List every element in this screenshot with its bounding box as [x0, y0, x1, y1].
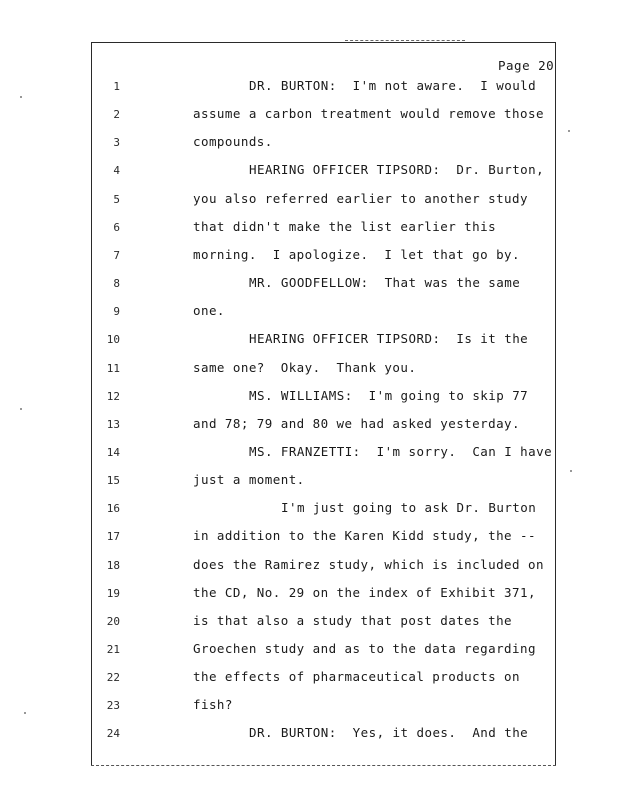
transcript-line — [0, 472, 618, 492]
line-number: 13 — [106, 417, 120, 431]
transcript-line — [0, 247, 618, 267]
transcript-line — [0, 331, 618, 351]
transcript-line — [0, 500, 618, 520]
line-text: in addition to the Karen Kidd study, the -- — [193, 528, 536, 544]
scan-speck — [20, 96, 22, 98]
line-number: 16 — [106, 502, 120, 516]
line-number: 5 — [113, 192, 120, 206]
line-text: same one? Okay. Thank you. — [193, 359, 417, 375]
line-number: 14 — [106, 445, 120, 459]
page-number: Page 20 — [498, 58, 555, 73]
scan-speck — [20, 408, 22, 410]
transcript-line — [0, 191, 618, 211]
transcript-line — [0, 557, 618, 577]
transcript-line — [0, 725, 618, 745]
transcript-line — [0, 641, 618, 661]
line-text: DR. BURTON: Yes, it does. And the — [249, 725, 529, 741]
line-number: 3 — [113, 136, 120, 150]
line-number: 22 — [106, 671, 120, 685]
line-number: 23 — [106, 699, 120, 713]
line-text: just a moment. — [193, 472, 305, 488]
line-text: DR. BURTON: I'm not aware. I would — [249, 78, 537, 93]
line-text: Groechen study and as to the data regarding — [193, 641, 536, 656]
line-number: 7 — [113, 248, 120, 262]
line-number: 2 — [113, 108, 120, 122]
scan-artifact-top — [345, 40, 465, 41]
transcript-line — [0, 78, 618, 98]
line-text: the CD, No. 29 on the index of Exhibit 371, — [193, 584, 536, 600]
transcript-line — [0, 528, 618, 548]
line-text: that didn't make the list earlier this — [193, 218, 497, 234]
line-text: MS. WILLIAMS: I'm going to skip 77 — [249, 387, 529, 403]
line-text: HEARING OFFICER TIPSORD: Dr. Burton, — [249, 162, 545, 178]
transcript-line — [0, 585, 618, 605]
line-text: MS. FRANZETTI: I'm sorry. Can I have — [249, 443, 553, 459]
line-text: compounds. — [193, 134, 273, 150]
line-number: 17 — [106, 530, 120, 544]
line-text: you also referred earlier to another study — [193, 190, 528, 206]
line-number: 10 — [106, 333, 120, 347]
scan-speck — [568, 130, 570, 132]
transcript-line — [0, 444, 618, 464]
transcript-line — [0, 162, 618, 182]
line-number: 18 — [106, 558, 120, 572]
transcript-line — [0, 697, 618, 717]
line-number: 24 — [106, 727, 120, 741]
transcript-line — [0, 613, 618, 633]
line-text: one. — [193, 303, 225, 319]
line-number: 12 — [106, 389, 120, 403]
line-number: 11 — [106, 361, 120, 375]
line-number: 6 — [113, 220, 120, 234]
transcript-line — [0, 388, 618, 408]
line-text: is that also a study that post dates the — [193, 612, 513, 628]
transcript-line — [0, 303, 618, 323]
line-number: 20 — [106, 614, 120, 628]
line-text: MR. GOODFELLOW: That was the same — [249, 275, 521, 291]
transcript-line — [0, 106, 618, 126]
transcript-line — [0, 669, 618, 689]
line-number: 9 — [113, 305, 120, 319]
scan-speck — [24, 712, 26, 714]
line-text: HEARING OFFICER TIPSORD: Is it the — [249, 331, 529, 347]
line-number: 15 — [106, 474, 120, 488]
line-text: fish? — [193, 697, 233, 713]
line-number: 4 — [113, 164, 120, 178]
line-text: I'm just going to ask Dr. Burton — [281, 500, 537, 516]
line-text: the effects of pharmaceutical products on — [193, 669, 521, 685]
transcript-line — [0, 416, 618, 436]
transcript-line — [0, 219, 618, 239]
line-number: 8 — [113, 277, 120, 291]
line-text: morning. I apologize. I let that go by. — [193, 246, 521, 262]
scan-speck — [570, 470, 572, 472]
transcript-line — [0, 134, 618, 154]
line-number: 21 — [106, 643, 120, 656]
line-text: and 78; 79 and 80 we had asked yesterday. — [193, 415, 521, 431]
transcript-line — [0, 360, 618, 380]
transcript-line — [0, 275, 618, 295]
page-bottom-rule — [91, 765, 556, 766]
line-text: does the Ramirez study, which is included on — [193, 556, 544, 572]
line-number: 1 — [113, 80, 120, 93]
line-number: 19 — [106, 586, 120, 600]
line-text: assume a carbon treatment would remove those — [193, 106, 544, 122]
